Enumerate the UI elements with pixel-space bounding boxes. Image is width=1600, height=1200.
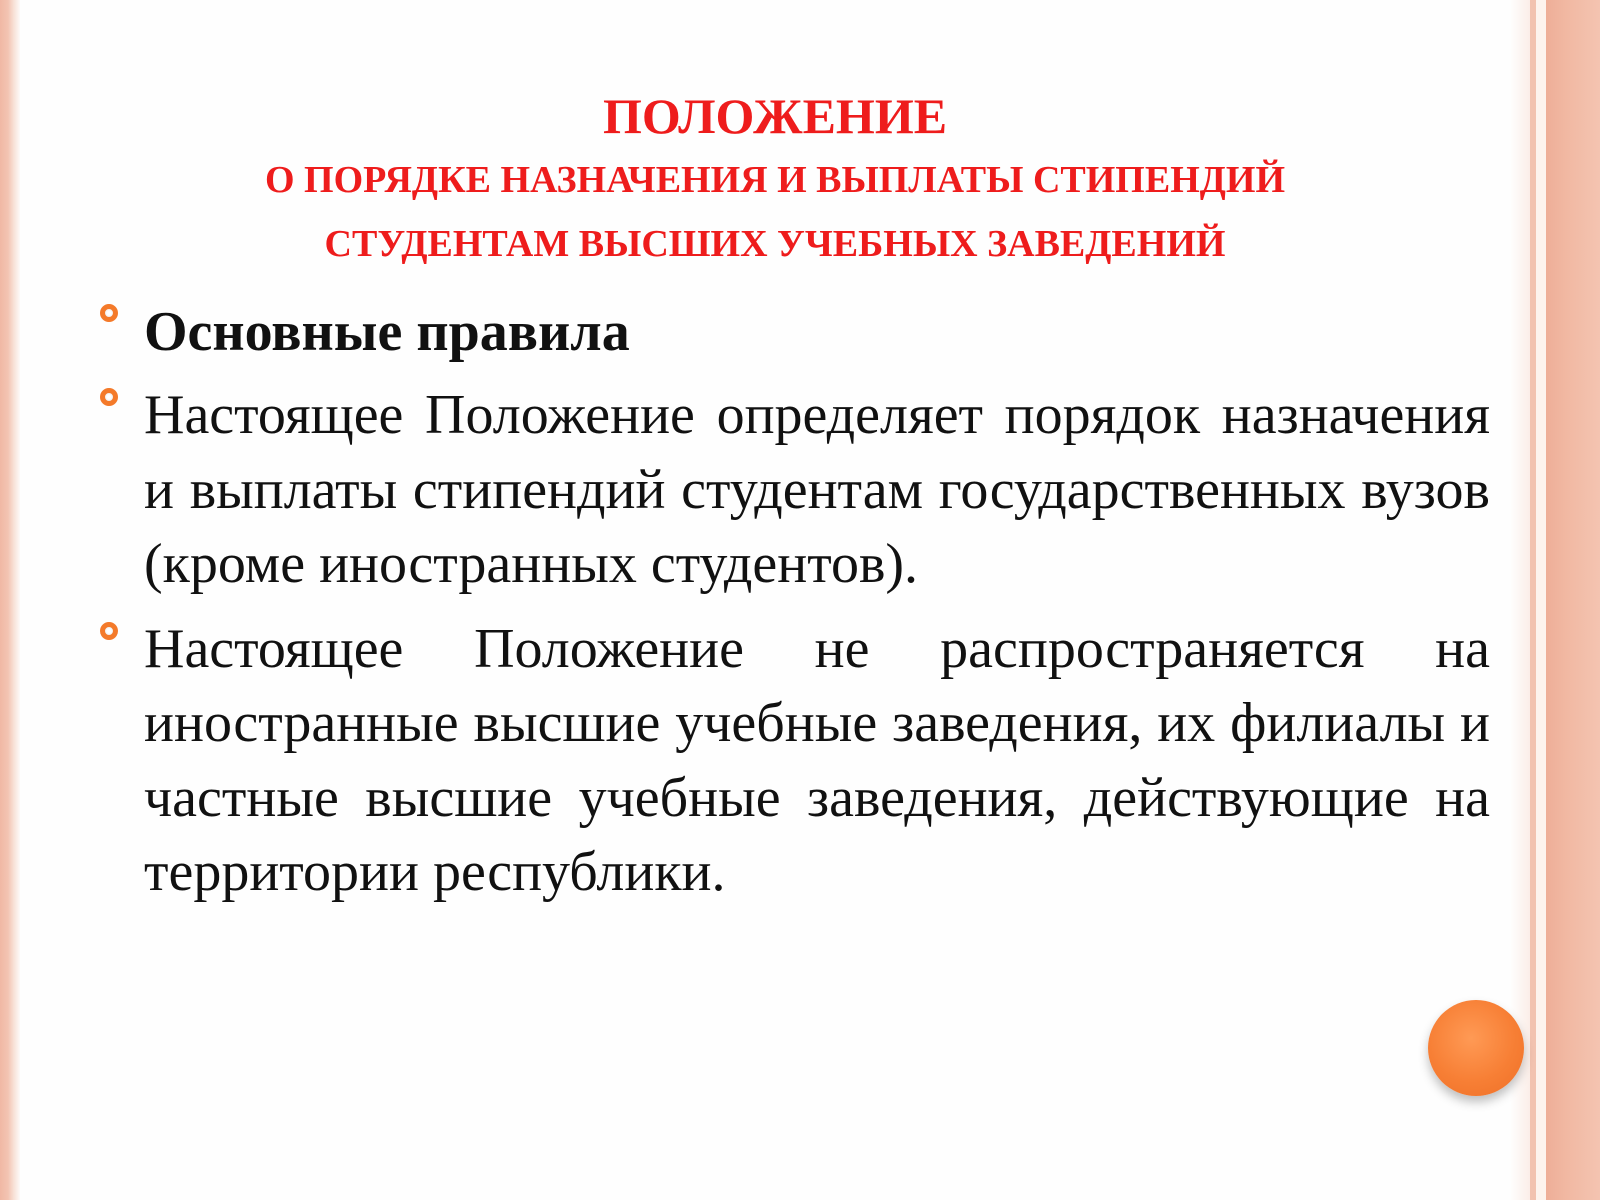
bullet-item: [100, 378, 1490, 602]
left-border-decoration: [0, 0, 20, 1200]
bullet-item-heading: [100, 290, 1490, 374]
bullet-list: [100, 290, 1490, 910]
right-border-outer-band: [1546, 0, 1600, 1200]
ring-bullet-icon: [100, 304, 118, 322]
ring-bullet-icon: [100, 388, 118, 406]
ring-bullet-icon: [100, 622, 118, 640]
slide-title-block: [130, 84, 1420, 276]
bullet-item: [100, 612, 1490, 910]
slide-subtitle-line-1: О ПОРЯДКЕ НАЗНАЧЕНИЯ И ВЫПЛАТЫ СТИПЕНДИЙ: [264, 159, 1286, 201]
bullet-text: Настоящее Положение определяет порядок назначения и выплаты стипендий студентам государственных вузов (кроме иностранных студентов).: [144, 384, 1490, 595]
slide-subtitle-line-2: СТУДЕНТАМ ВЫСШИХ УЧЕБНЫХ ЗАВЕДЕНИЙ: [324, 223, 1226, 265]
bullet-text: Настоящее Положение не распространяется на иностранные высшие учебные заведения, их филиалы и частные высшие учебные заведения, действующие на территории республики.: [144, 617, 1490, 903]
right-border-gap: [1536, 0, 1546, 1200]
bullet-text: Основные правила: [144, 301, 630, 363]
orange-circle-decoration-icon: [1428, 1000, 1524, 1096]
slide-title: ПОЛОЖЕНИЕ: [602, 88, 948, 144]
